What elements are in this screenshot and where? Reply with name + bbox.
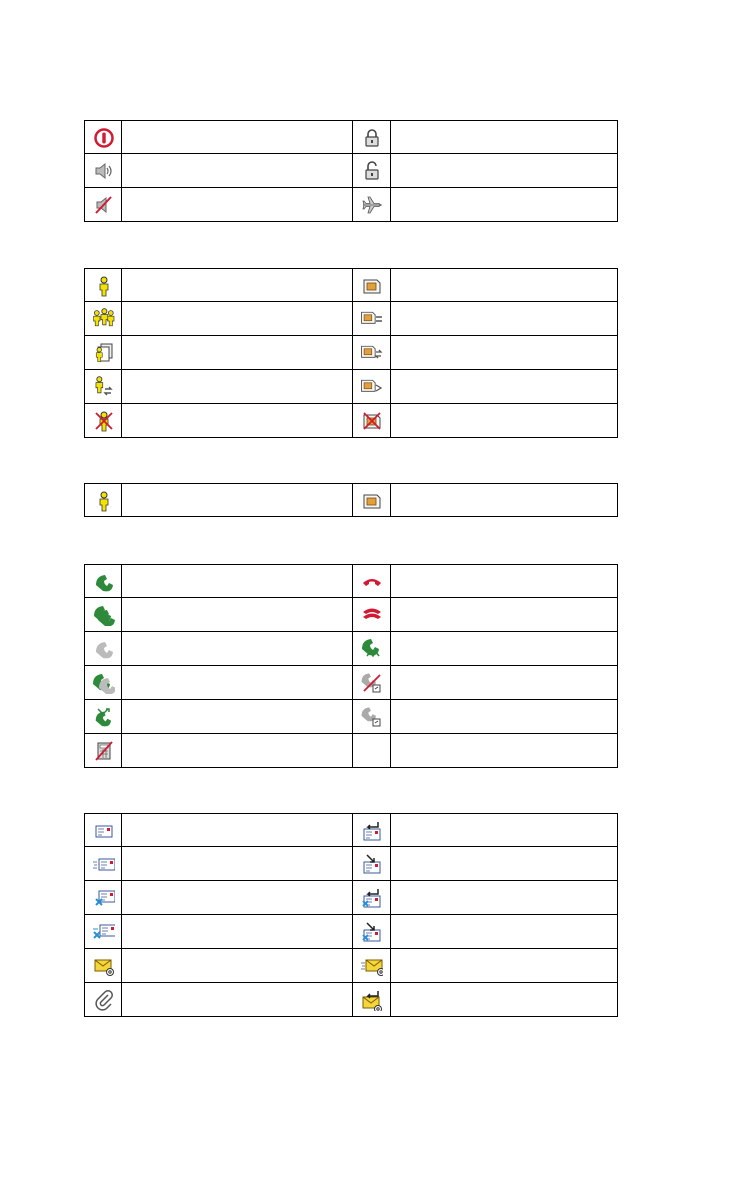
table-row: [84, 734, 618, 768]
icon-cell: [84, 370, 122, 404]
message-download-icon: [93, 887, 115, 909]
icon-cell: [352, 666, 391, 700]
email-reply-icon: [361, 989, 383, 1011]
description-cell: [391, 404, 618, 438]
email-icon: [93, 955, 115, 977]
message-inbox-icon: [361, 853, 383, 875]
contact-icon: [93, 490, 115, 512]
description-cell: [391, 632, 618, 666]
email-send-icon: [361, 955, 383, 977]
table-row: [84, 120, 618, 154]
message-reply-download-icon: [361, 887, 383, 909]
contacts-copy-icon: [93, 342, 115, 364]
icon-cell: [352, 881, 391, 915]
sim-delete-icon: [361, 410, 383, 432]
table-row: [84, 188, 618, 222]
table-row: [84, 302, 618, 336]
icon-cell: [84, 120, 122, 154]
table-row: [84, 983, 618, 1017]
icon-cell: [84, 666, 122, 700]
description-cell: [391, 949, 618, 983]
icon-cell: [352, 847, 391, 881]
description-cell: [122, 915, 352, 949]
table-row: [84, 700, 618, 734]
table-row: [84, 404, 618, 438]
icon-cell: [84, 813, 122, 847]
description-cell: [122, 734, 352, 768]
sim-transfer-icon: [361, 308, 383, 330]
message-download-multi-icon: [93, 921, 115, 943]
description-cell: [122, 949, 352, 983]
call-gray-icon: [93, 638, 115, 660]
description-cell: [391, 700, 618, 734]
icon-cell: [352, 370, 391, 404]
icon-cell: [352, 336, 391, 370]
call-forward-icon: [361, 706, 383, 728]
icon-table: [84, 483, 618, 517]
icon-cell: [84, 404, 122, 438]
description-cell: [122, 268, 352, 302]
description-cell: [391, 154, 618, 188]
icon-cell: [84, 949, 122, 983]
icon-cell: [84, 915, 122, 949]
icon-cell: [84, 336, 122, 370]
description-cell: [391, 483, 618, 517]
call-end-icon: [361, 571, 383, 593]
description-cell: [122, 483, 352, 517]
table-row: [84, 483, 618, 517]
icon-cell: [352, 268, 391, 302]
contact-transfer-icon: [93, 376, 115, 398]
calculator-muted-icon: [93, 740, 115, 762]
icon-cell: [84, 700, 122, 734]
table-row: [84, 881, 618, 915]
icon-cell: [352, 302, 391, 336]
sim-move-icon: [361, 376, 383, 398]
message-icon: [93, 820, 115, 842]
attachment-icon: [93, 989, 115, 1011]
airplane-icon: [361, 194, 383, 216]
description-cell: [391, 847, 618, 881]
description-cell: [391, 983, 618, 1017]
description-cell: [122, 120, 352, 154]
table-row: [84, 370, 618, 404]
icon-cell: [84, 598, 122, 632]
table-row: [84, 847, 618, 881]
icon-cell: [84, 734, 122, 768]
icon-cell: [352, 734, 391, 768]
unlock-icon: [361, 160, 383, 182]
table-row: [84, 915, 618, 949]
description-cell: [391, 598, 618, 632]
icon-cell: [84, 188, 122, 222]
power-icon: [93, 127, 115, 149]
sim-copy-icon: [361, 342, 383, 364]
description-cell: [122, 700, 352, 734]
contacts-group-icon: [93, 308, 115, 330]
message-inbox-download-icon: [361, 921, 383, 943]
table-row: [84, 598, 618, 632]
icon-cell: [352, 700, 391, 734]
description-cell: [122, 847, 352, 881]
description-cell: [122, 598, 352, 632]
icon-cell: [84, 983, 122, 1017]
description-cell: [391, 915, 618, 949]
description-cell: [122, 564, 352, 598]
contact-delete-icon: [93, 410, 115, 432]
icon-table: [84, 564, 618, 768]
description-cell: [391, 370, 618, 404]
icon-cell: [352, 120, 391, 154]
description-cell: [122, 666, 352, 700]
calls-red-multi-icon: [361, 604, 383, 626]
table-row: [84, 949, 618, 983]
calls-green-gray-icon: [93, 672, 115, 694]
icon-table: [84, 268, 618, 438]
icon-cell: [84, 483, 122, 517]
icon-table: [84, 813, 618, 1017]
contact-icon: [93, 275, 115, 297]
description-cell: [122, 302, 352, 336]
sim-icon: [361, 275, 383, 297]
icon-cell: [352, 983, 391, 1017]
icon-cell: [352, 404, 391, 438]
call-green-icon: [93, 571, 115, 593]
icon-cell: [84, 847, 122, 881]
description-cell: [391, 336, 618, 370]
call-missed-icon: [361, 638, 383, 660]
icon-cell: [352, 188, 391, 222]
icon-cell: [84, 881, 122, 915]
description-cell: [391, 188, 618, 222]
icon-cell: [84, 268, 122, 302]
description-cell: [122, 632, 352, 666]
description-cell: [122, 336, 352, 370]
table-row: [84, 336, 618, 370]
icon-cell: [352, 632, 391, 666]
call-divert-icon: [93, 706, 115, 728]
icon-cell: [84, 632, 122, 666]
description-cell: [391, 666, 618, 700]
icon-cell: [84, 302, 122, 336]
call-forward-cancel-icon: [361, 672, 383, 694]
table-row: [84, 564, 618, 598]
icon-table: [84, 120, 618, 222]
icon-cell: [352, 564, 391, 598]
table-row: [84, 632, 618, 666]
icon-cell: [352, 813, 391, 847]
description-cell: [391, 564, 618, 598]
description-cell: [391, 268, 618, 302]
description-cell: [122, 154, 352, 188]
description-cell: [122, 404, 352, 438]
description-cell: [391, 813, 618, 847]
description-cell: [122, 370, 352, 404]
description-cell: [122, 813, 352, 847]
table-row: [84, 268, 618, 302]
description-cell: [122, 881, 352, 915]
icon-cell: [352, 598, 391, 632]
icon-cell: [352, 949, 391, 983]
calls-green-multi-icon: [93, 604, 115, 626]
description-cell: [391, 302, 618, 336]
description-cell: [391, 881, 618, 915]
description-cell: [391, 734, 618, 768]
icon-cell: [84, 564, 122, 598]
sim-icon: [361, 490, 383, 512]
speaker-muted-icon: [93, 194, 115, 216]
table-row: [84, 813, 618, 847]
description-cell: [122, 983, 352, 1017]
description-cell: [391, 120, 618, 154]
message-send-icon: [93, 853, 115, 875]
icon-cell: [352, 483, 391, 517]
speaker-icon: [93, 160, 115, 182]
description-cell: [122, 188, 352, 222]
icon-cell: [84, 154, 122, 188]
message-reply-icon: [361, 820, 383, 842]
table-row: [84, 154, 618, 188]
lock-icon: [361, 127, 383, 149]
table-row: [84, 666, 618, 700]
icon-cell: [352, 154, 391, 188]
icon-cell: [352, 915, 391, 949]
